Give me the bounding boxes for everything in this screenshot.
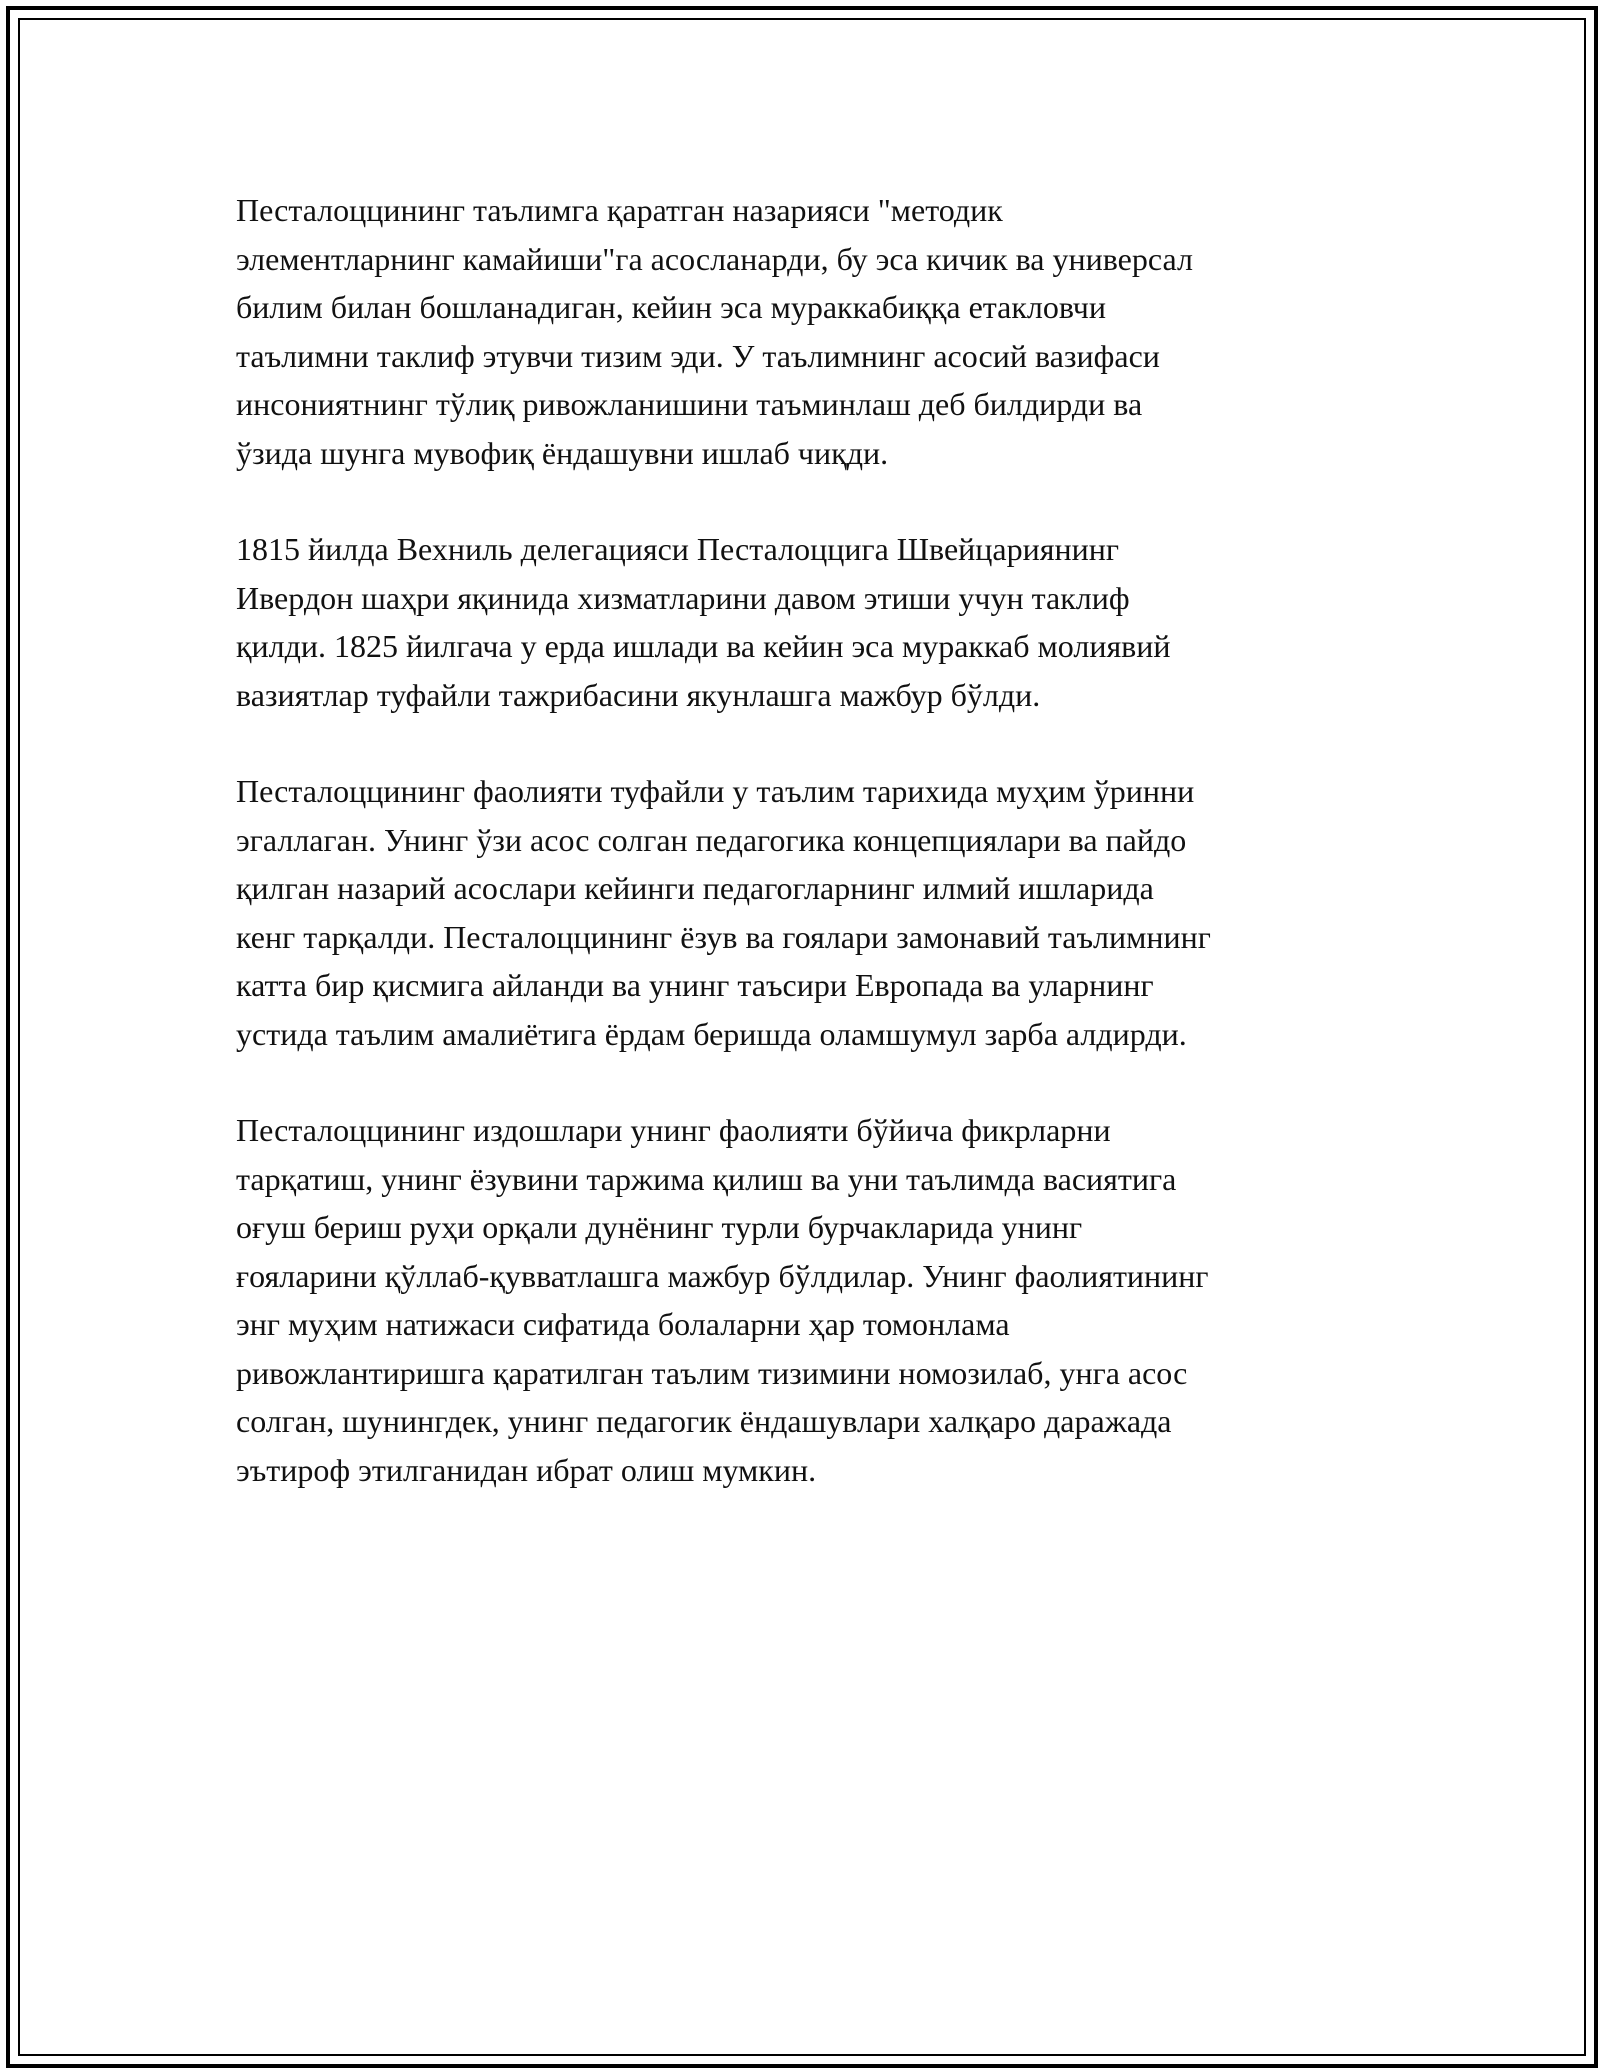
paragraph-line: эгаллаган. Унинг ўзи асос солган педагогика концепциялари ва пайдо — [236, 821, 1187, 858]
paragraph-line: Песталоццининг таълимга қаратган назарияси "методик — [236, 192, 1003, 228]
paragraph-2 — [236, 525, 1364, 719]
paragraph-line: катта бир қисмига айланди ва унинг таъсири Европада ва уларнинг — [236, 967, 1154, 1003]
paragraph-line: таълимни таклиф этувчи тизим эди. У таълимнинг асосий вазифаси — [236, 337, 1160, 374]
paragraph-line: Ивердон шаҳри яқинида хизматларини давом этиши учун таклиф — [236, 579, 1130, 616]
paragraph-line: ривожлантиришга қаратилган таълим тизимини номозилаб, унга асос — [236, 1354, 1188, 1391]
paragraph-line: қилган назарий асослари кейинги педагогларнинг илмий ишларида — [236, 870, 1154, 906]
paragraph-line: устида таълим амалиётига ёрдам беришда оламшумул зарба алдирди. — [236, 1015, 1187, 1052]
paragraph-1 — [236, 186, 1364, 477]
paragraph-line: билим билан бошланадиган, кейин эса мураккабиққа етакловчи — [236, 289, 1106, 325]
paragraph-line: ўзида шунга мувофиқ ёндашувни ишлаб чиқди. — [236, 434, 889, 471]
paragraph-4 — [236, 1106, 1364, 1494]
paragraph-line: элементларнинг камайиши"га асосланарди, бу эса кичик ва универсал — [236, 240, 1193, 277]
paragraph-line: эътироф этилганидан ибрат олиш мумкин. — [236, 1451, 817, 1488]
paragraph-line: кенг тарқалди. Песталоццининг ёзув ва гоялари замонавий таълимнинг — [236, 918, 1211, 955]
paragraph-line: қилди. 1825 йилгача у ерда ишлади ва кейин эса мураккаб молиявий — [236, 628, 1171, 664]
paragraph-line: вазиятлар туфайли тажрибасини якунлашга мажбур бўлди. — [236, 676, 1041, 713]
paragraph-line: тарқатиш, унинг ёзувини таржима қилиш ва уни таълимда васиятига — [236, 1160, 1177, 1197]
document-body — [236, 186, 1364, 1542]
paragraph-line: оғуш бериш руҳи орқали дунёнинг турли бурчакларида унинг — [236, 1209, 1083, 1245]
paragraph-line: ғояларини қўллаб-қувватлашга мажбур бўлдилар. Унинг фаолиятининг — [236, 1257, 1209, 1294]
paragraph-line: Песталоццининг издошлари унинг фаолияти бўйича фикрларни — [236, 1112, 1111, 1148]
paragraph-line: инсониятнинг тўлиқ ривожланишини таъминлаш деб билдирди ва — [236, 386, 1143, 422]
paragraph-line: Песталоццининг фаолияти туфайли у таълим тарихида муҳим ўринни — [236, 773, 1195, 809]
paragraph-line: солган, шунингдек, унинг педагогик ёндашувлари халқаро даражада — [236, 1403, 1172, 1439]
paragraph-3 — [236, 767, 1364, 1058]
paragraph-line: энг муҳим натижаси сифатида болаларни ҳар томонлама — [236, 1306, 1010, 1342]
paragraph-line: 1815 йилда Вехниль делегацияси Песталоццига Швейцариянинг — [236, 531, 1119, 567]
